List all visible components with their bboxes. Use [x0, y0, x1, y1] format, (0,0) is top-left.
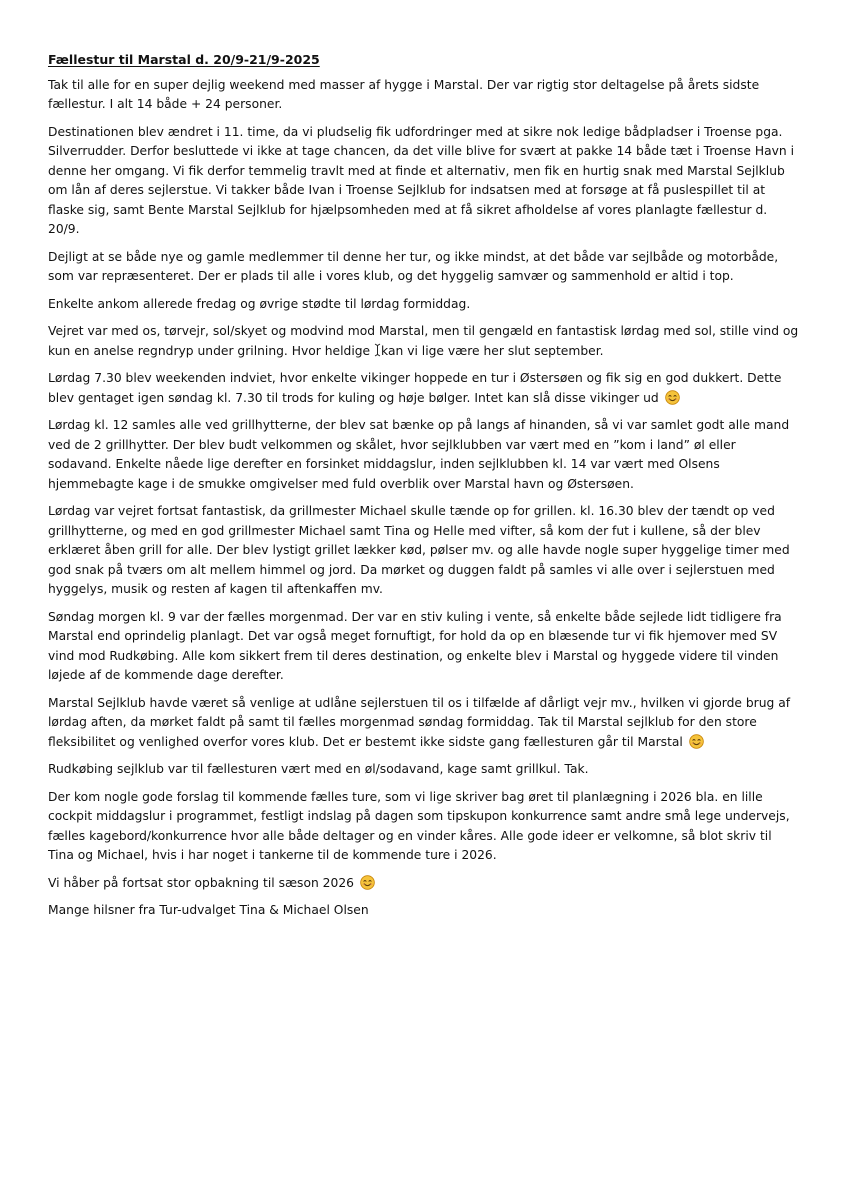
paragraph-arrival: Enkelte ankom allerede fredag og øvrige stødte til lørdag formiddag.: [48, 296, 471, 311]
paragraph-marstal-club-text: Marstal Sejlklub havde været så venlige at udlåne sejlerstuen til os i tilfælde af dårligt vejr mv., hvilken vi gjorde brug af lørdag aften, da mørket faldt på samt til fælles morgenmad søndag formiddag. Tak til Marstal sejlklub for den store fleksibilitet og venlighed overfor vores klub. Det er bestemt ikke sidste gang fællesturen går til Marstal: [48, 695, 791, 749]
document-title: Fællestur til Marstal d. 20/9-21/9-2025: [48, 52, 320, 67]
document-page: [48, 50, 800, 929]
paragraph-weather-part2: kan vi lige være her slut september.: [381, 343, 604, 358]
paragraph-hope-text: Vi håber på fortsat stor opbakning til sæson 2026: [48, 875, 354, 890]
smiling-face-icon: [360, 875, 375, 890]
paragraph-destination-change: Destinationen blev ændret i 11. time, da vi pludselig fik udfordringer med at sikre nok ledige bådpladser i Troense pga. Silverrudder. Derfor besluttede vi ikke at tage chancen, da det ville blive for svært at pakke 14 både tæt i Troense Havn i denne her omgang. Vi fik derfor temmelig travlt med at finde et alternativ, men fik en hurtig snak med Marstal Sejlklub om lån af deres sejlerstue. Vi takker både Ivan i Troense Sejlklub for indsatsen med at forsøge at få puslespillet til at flaske sig, samt Bente Marstal Sejlklub for hjælpsomheden med at få sikret afholdelse af vores planlagte fællestur d. 20/9.: [48, 124, 795, 236]
smiling-face-icon: [689, 734, 704, 749]
paragraph-vikings: [48, 369, 800, 408]
paragraph-vikings-text: Lørdag 7.30 blev weekenden indviet, hvor enkelte vikinger hoppede en tur i Østersøen og fik sig en god dukkert. Dette blev gentaget igen søndag kl. 7.30 til trods for kuling og høje bølger. Intet kan slå disse vikinger ud: [48, 371, 782, 405]
paragraph-suggestions: Der kom nogle gode forslag til kommende fælles ture, som vi lige skriver bag øret til planlægning i 2026 bla. en lille cockpit middagslur i programmet, festligt indslag på dagen som tipskupon konkurrence samt andre små lege undervejs, fælles kagebord/konkurrence hvor alle både deltager og en vinder kåres. Alle gode ideer er velkomne, så blot skriv til Tina og Michael, hvis i har noget i tankerne til de kommende ture i 2026.: [48, 789, 790, 862]
paragraph-saturday-noon: Lørdag kl. 12 samles alle ved grillhytterne, der blev sat bænke op på langs af hinanden, så vi var samlet godt alle mand ved de 2 grillhytter. Der blev budt velkommen og skålet, hvor sejlklubben var vært med en ”kom i land” øl eller sodavand. Enkelte nåede lige derefter en forsinket middagslur, inden sejlklubben kl. 14 var vært med Olsens hjemmebagte kage i de smukke omgivelser med fuld overblik over Marstal havn og Østersøen.: [48, 418, 790, 491]
paragraph-signature: Mange hilsner fra Tur-udvalget Tina & Michael Olsen: [48, 903, 369, 917]
paragraph-sunday: Søndag morgen kl. 9 var der fælles morgenmad. Der var en stiv kuling i vente, så enkelte både sejlede lidt tidligere fra Marstal end oprindelig planlagt. Det var også meget fornuftigt, for hold da op en blæsende tur vi fik hjemover med SV vind mod Rudkøbing. Alle kom sikkert frem til deres destination, og enkelte blev i Marstal og hyggede videre til vinden løjede af de kommende dage derefter.: [48, 609, 782, 682]
paragraph-weather-part1: Vejret var med os, tørvejr, sol/skyet og modvind mod Marstal, men til gengæld en fantastisk lørdag med sol, stille vind og kun en anelse regndryp under grilning. Hvor heldige: [48, 324, 799, 358]
paragraph-saturday-grill: Lørdag var vejret fortsat fantastisk, da grillmester Michael skulle tænde op for grillen. kl. 16.30 blev der tændt op ved grillhytterne, og med en god grillmester Michael samt Tina og Helle med vifter, så kom der fut i kullene, så der blev erklæret åben grill for alle. Der blev lystigt grillet lækker kød, pølser mv. og alle havde nogle super hyggelige timer med god snak på tværs om alt mellem himmel og jord. Da mørket og duggen faldt på samles vi alle over i sejlerstuen med hyggelys, musik og resten af kagen til aftenkaffen mv.: [48, 504, 790, 596]
paragraph-members: Dejligt at se både nye og gamle medlemmer til denne her tur, og ikke mindst, at det både var sejlbåde og motorbåde, som var repræsenteret. Der er plads til alle i vores klub, og det hyggelig samvær og sammenhold er altid i top.: [48, 249, 779, 283]
smiling-face-icon: [665, 390, 680, 405]
paragraph-rudkobing: Rudkøbing sejlklub var til fællesturen vært med en øl/sodavand, kage samt grillkul. Tak.: [48, 762, 589, 776]
paragraph-thanks: Tak til alle for en super dejlig weekend med masser af hygge i Marstal. Der var rigtig stor deltagelse på årets sidste fællestur. I alt 14 både + 24 personer.: [48, 77, 760, 111]
paragraph-marstal-club: [48, 694, 800, 753]
text-cursor-icon: [374, 343, 381, 357]
paragraph-weather: [48, 322, 800, 361]
paragraph-hope: [48, 874, 800, 894]
